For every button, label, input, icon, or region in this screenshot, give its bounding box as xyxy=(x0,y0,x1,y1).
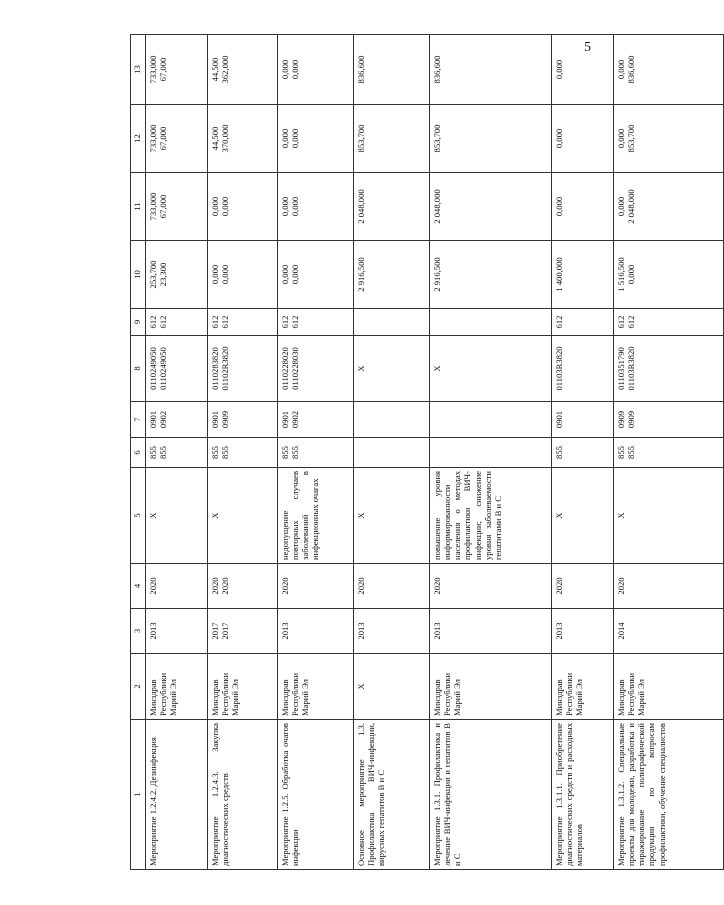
end-year xyxy=(208,564,278,609)
end-year-text: 2020 xyxy=(554,577,564,595)
start-year-text: 2013 xyxy=(554,622,564,640)
grbs-code-line: 855 xyxy=(554,446,564,459)
amount-col-13 xyxy=(354,35,430,105)
grbs-code-line: 855 xyxy=(290,446,301,459)
amount-col-10 xyxy=(614,241,724,309)
executor xyxy=(430,654,552,720)
expected-result xyxy=(208,468,278,564)
amount-col-11-line: 2 048,000 xyxy=(626,189,637,224)
start-year xyxy=(552,609,614,654)
grbs-code xyxy=(208,438,278,468)
csr-code-line: 0110249050 xyxy=(148,347,158,390)
amount-col-13 xyxy=(146,35,208,105)
activity-name-text: Мероприятие 1.3.1.2. Специальные проекты для молодежи, разработка и тиражирование полиграфической продукции по вопросам профилактики, обучение специалистов xyxy=(616,723,667,866)
amount-col-12-line: 0,000 xyxy=(280,128,290,149)
amount-col-13-line: 836,600 xyxy=(626,55,637,84)
amount-col-11-line: 0,000 xyxy=(290,196,301,217)
grbs-code xyxy=(430,438,552,468)
start-year xyxy=(430,609,552,654)
expected-result-text: Х xyxy=(148,512,158,519)
vr-code-line xyxy=(356,312,366,332)
amount-col-13 xyxy=(278,35,354,105)
activity-name xyxy=(552,720,614,870)
csr-code xyxy=(278,336,354,402)
column-header-11: 11 xyxy=(131,173,146,241)
amount-col-10-line: 0,000 xyxy=(626,264,637,285)
grbs-code-line: 855 xyxy=(158,446,169,459)
rzpr-code-line: 0901 xyxy=(554,410,564,429)
rzpr-code-line xyxy=(356,405,366,434)
start-year-text: 2013 xyxy=(432,622,442,640)
amount-col-10 xyxy=(430,241,552,309)
amount-col-10-line: 0,000 xyxy=(210,264,220,285)
program-activities-table xyxy=(130,34,724,870)
executor-text: Минздрав Республики Марий Эл xyxy=(554,672,585,716)
vr-code xyxy=(614,309,724,336)
amount-col-10 xyxy=(208,241,278,309)
rzpr-code-line: 0901 xyxy=(210,410,220,429)
grbs-code-line: 855 xyxy=(210,446,220,459)
amount-col-12-line: 67,000 xyxy=(158,126,169,151)
amount-col-13-line: 0,000 xyxy=(616,59,626,80)
start-year xyxy=(354,609,430,654)
activity-name xyxy=(208,720,278,870)
column-header-2: 2 xyxy=(131,654,146,720)
csr-code-line: 01103R3820 xyxy=(626,346,637,391)
executor-text: Х xyxy=(356,683,366,690)
column-header-5: 5 xyxy=(131,468,146,564)
csr-code-line: 0110249050 xyxy=(158,347,169,390)
vr-code-line: 612 xyxy=(158,315,169,329)
amount-col-11-line: 2 048,000 xyxy=(356,189,366,224)
vr-code-line xyxy=(432,312,442,332)
expected-result-text: Х xyxy=(554,512,564,519)
csr-code xyxy=(208,336,278,402)
amount-col-13-line: 362,000 xyxy=(220,55,231,84)
csr-code-line: 01102R3820 xyxy=(220,346,231,391)
rotated-table-container xyxy=(130,35,667,870)
grbs-code-line: 855 xyxy=(220,446,231,459)
csr-code xyxy=(552,336,614,402)
start-year xyxy=(614,609,724,654)
csr-code-line: 0110351790 xyxy=(616,347,626,390)
rzpr-code-line: 0902 xyxy=(158,410,169,429)
table-row xyxy=(614,35,724,870)
vr-code-line: 612 xyxy=(626,315,637,329)
amount-col-10 xyxy=(552,241,614,309)
end-year-text: 2020 xyxy=(148,577,158,595)
table-row xyxy=(208,35,278,870)
rzpr-code-line: 0909 xyxy=(220,410,231,429)
amount-col-12-line: 44,500 xyxy=(210,126,220,151)
amount-col-12 xyxy=(354,105,430,173)
grbs-code xyxy=(614,438,724,468)
page-number: 5 xyxy=(584,40,591,55)
csr-code-line: Х xyxy=(432,365,442,372)
executor-text: Минздрав Республики Марий Эл xyxy=(432,672,463,716)
amount-col-11 xyxy=(354,173,430,241)
amount-col-11-line: 733,000 xyxy=(148,192,158,221)
column-header-8: 8 xyxy=(131,336,146,402)
rzpr-code-line: 0909 xyxy=(626,410,637,429)
amount-col-13-line: 836,600 xyxy=(432,55,442,84)
executor xyxy=(552,654,614,720)
vr-code-line: 612 xyxy=(290,315,301,329)
amount-col-12-line: 370,000 xyxy=(220,124,231,153)
csr-code-line: 0110283820 xyxy=(210,347,220,390)
expected-result-text: Х xyxy=(356,512,366,519)
csr-code xyxy=(614,336,724,402)
amount-col-12-line: 0,000 xyxy=(554,128,564,149)
grbs-code-line: 855 xyxy=(616,446,626,459)
vr-code xyxy=(278,309,354,336)
grbs-code xyxy=(146,438,208,468)
vr-code xyxy=(552,309,614,336)
amount-col-13-line: 67,000 xyxy=(158,57,169,82)
rzpr-code-line: 0901 xyxy=(148,410,158,429)
csr-code xyxy=(354,336,430,402)
csr-code-line: 0110228020 xyxy=(280,347,290,390)
amount-col-10-line: 2 916,500 xyxy=(356,257,366,292)
amount-col-13-line: 0,000 xyxy=(554,59,564,80)
rzpr-code xyxy=(208,402,278,438)
amount-col-12-line: 853,700 xyxy=(626,124,637,153)
end-year-text: 2020 xyxy=(220,577,231,595)
rzpr-code-line: 0909 xyxy=(616,410,626,429)
end-year-text: 2020 xyxy=(616,577,626,595)
vr-code xyxy=(430,309,552,336)
grbs-code xyxy=(278,438,354,468)
amount-col-11 xyxy=(146,173,208,241)
executor xyxy=(354,654,430,720)
amount-col-11-line: 2 048,000 xyxy=(432,189,442,224)
expected-result-text: повышение уровня информированности населения о методах профилактики ВИЧ-инфекции; снижение уровня заболеваемости гепатитами В и С xyxy=(432,471,503,560)
amount-col-11 xyxy=(208,173,278,241)
csr-code xyxy=(430,336,552,402)
rzpr-code xyxy=(146,402,208,438)
table-row xyxy=(146,35,208,870)
column-header-4: 4 xyxy=(131,564,146,609)
end-year-text: 2020 xyxy=(210,577,220,595)
expected-result xyxy=(278,468,354,564)
amount-col-10-line: 253,700 xyxy=(148,260,158,289)
amount-col-12 xyxy=(278,105,354,173)
amount-col-12 xyxy=(430,105,552,173)
executor-text: Минздрав Республики Марий Эл xyxy=(616,672,647,716)
expected-result-text: недопущение повторных случаев заболеваний в инфекционных очагах xyxy=(280,471,321,560)
end-year-text: 2020 xyxy=(432,577,442,595)
grbs-code xyxy=(552,438,614,468)
vr-code-line: 612 xyxy=(210,315,220,329)
csr-code xyxy=(146,336,208,402)
amount-col-11-line: 0,000 xyxy=(616,196,626,217)
activity-name-text: Основное мероприятие 1.3. Профилактика ВИЧ-инфекции, вирусных гепатитов В и С xyxy=(356,723,387,866)
end-year xyxy=(278,564,354,609)
activity-name xyxy=(354,720,430,870)
column-header-7: 7 xyxy=(131,402,146,438)
amount-col-10 xyxy=(354,241,430,309)
amount-col-12-line: 853,700 xyxy=(432,124,442,153)
rzpr-code xyxy=(278,402,354,438)
amount-col-13 xyxy=(208,35,278,105)
header-row xyxy=(131,35,146,870)
start-year-text: 2013 xyxy=(280,622,290,640)
amount-col-13 xyxy=(552,35,614,105)
amount-col-11 xyxy=(614,173,724,241)
vr-code xyxy=(208,309,278,336)
amount-col-12-line: 733,000 xyxy=(148,124,158,153)
grbs-code xyxy=(354,438,430,468)
expected-result xyxy=(146,468,208,564)
grbs-code-line xyxy=(432,441,442,464)
column-header-12: 12 xyxy=(131,105,146,173)
executor-text: Минздрав Республики Марий Эл xyxy=(210,672,241,716)
amount-col-11-line: 0,000 xyxy=(554,196,564,217)
end-year xyxy=(552,564,614,609)
column-header-13: 13 xyxy=(131,35,146,105)
amount-col-10-line: 0,000 xyxy=(220,264,231,285)
grbs-code-line: 855 xyxy=(148,446,158,459)
grbs-code-line xyxy=(356,441,366,464)
amount-col-13-line: 44,500 xyxy=(210,57,220,82)
rzpr-code xyxy=(430,402,552,438)
vr-code-line: 612 xyxy=(280,315,290,329)
amount-col-10-line: 0,000 xyxy=(280,264,290,285)
column-header-10: 10 xyxy=(131,241,146,309)
rzpr-code xyxy=(354,402,430,438)
column-header-6: 6 xyxy=(131,438,146,468)
table-body xyxy=(146,35,724,870)
amount-col-10 xyxy=(278,241,354,309)
table-row xyxy=(354,35,430,870)
activity-name-text: Мероприятие 1.3.1.1. Приобретение диагностических средств и расходных материалов xyxy=(554,723,585,866)
rzpr-code-line: 0902 xyxy=(290,410,301,429)
amount-col-11 xyxy=(430,173,552,241)
table-row xyxy=(430,35,552,870)
amount-col-10-line: 0,000 xyxy=(290,264,301,285)
start-year-text: 2017 xyxy=(210,622,220,640)
amount-col-10 xyxy=(146,241,208,309)
end-year xyxy=(354,564,430,609)
executor-text: Минздрав Республики Марий Эл xyxy=(280,672,311,716)
start-year-text: 2014 xyxy=(616,622,626,640)
amount-col-10-line: 1 516,500 xyxy=(616,257,626,292)
amount-col-11-line: 0,000 xyxy=(280,196,290,217)
start-year xyxy=(208,609,278,654)
amount-col-11-line: 0,000 xyxy=(220,196,231,217)
amount-col-12 xyxy=(146,105,208,173)
executor-text: Минздрав Республики Марий Эл xyxy=(148,672,179,716)
grbs-code-line: 855 xyxy=(280,446,290,459)
executor xyxy=(614,654,724,720)
activity-name xyxy=(146,720,208,870)
amount-col-13-line: 0,000 xyxy=(290,59,301,80)
amount-col-12-line: 0,000 xyxy=(290,128,301,149)
vr-code-line: 612 xyxy=(616,315,626,329)
csr-code-line: 0110228030 xyxy=(290,347,301,390)
amount-col-13-line: 733,000 xyxy=(148,55,158,84)
amount-col-12-line: 853,700 xyxy=(356,124,366,153)
start-year-text: 2017 xyxy=(220,622,231,640)
amount-col-13 xyxy=(614,35,724,105)
end-year xyxy=(614,564,724,609)
amount-col-11 xyxy=(278,173,354,241)
end-year xyxy=(430,564,552,609)
expected-result-text: Х xyxy=(210,512,220,519)
vr-code-line: 612 xyxy=(148,315,158,329)
rzpr-code-line xyxy=(432,405,442,434)
start-year xyxy=(146,609,208,654)
expected-result-text: Х xyxy=(616,512,626,519)
start-year-text: 2013 xyxy=(356,622,366,640)
rzpr-code-line: 0901 xyxy=(280,410,290,429)
csr-code-line: 01103R3820 xyxy=(554,346,564,391)
start-year xyxy=(278,609,354,654)
amount-col-13-line: 836,600 xyxy=(356,55,366,84)
vr-code xyxy=(146,309,208,336)
amount-col-12 xyxy=(208,105,278,173)
amount-col-11-line: 67,000 xyxy=(158,194,169,219)
vr-code xyxy=(354,309,430,336)
activity-name xyxy=(430,720,552,870)
amount-col-11 xyxy=(552,173,614,241)
amount-col-12 xyxy=(614,105,724,173)
activity-name xyxy=(614,720,724,870)
grbs-code-line: 855 xyxy=(626,446,637,459)
rzpr-code xyxy=(614,402,724,438)
column-header-3: 3 xyxy=(131,609,146,654)
executor xyxy=(278,654,354,720)
column-header-9: 9 xyxy=(131,309,146,336)
vr-code-line: 612 xyxy=(554,315,564,329)
start-year-text: 2013 xyxy=(148,622,158,640)
vr-code-line: 612 xyxy=(220,315,231,329)
activity-name-text: Мероприятие 1.2.4.2. Дезинфекция xyxy=(148,737,158,866)
amount-col-10-line: 23,300 xyxy=(158,262,169,287)
amount-col-12-line: 0,000 xyxy=(616,128,626,149)
table-row xyxy=(278,35,354,870)
activity-name-text: Мероприятие 1.2.5. Обработка очагов инфекции xyxy=(280,723,301,866)
expected-result xyxy=(430,468,552,564)
expected-result xyxy=(354,468,430,564)
activity-name xyxy=(278,720,354,870)
executor xyxy=(146,654,208,720)
amount-col-11-line: 0,000 xyxy=(210,196,220,217)
end-year-text: 2020 xyxy=(280,577,290,595)
amount-col-10-line: 1 400,000 xyxy=(554,257,564,292)
amount-col-10-line: 2 916,500 xyxy=(432,257,442,292)
expected-result xyxy=(552,468,614,564)
csr-code-line: Х xyxy=(356,365,366,372)
activity-name-text: Мероприятие 1.2.4.3. Закупка диагностических средств xyxy=(210,723,231,866)
expected-result xyxy=(614,468,724,564)
end-year xyxy=(146,564,208,609)
activity-name-text: Мероприятие 1.3.1. Профилактика и лечение ВИЧ-инфекции и гепатитов В и С xyxy=(432,723,463,866)
executor xyxy=(208,654,278,720)
amount-col-13-line: 0,000 xyxy=(280,59,290,80)
table-row xyxy=(552,35,614,870)
end-year-text: 2020 xyxy=(356,577,366,595)
rzpr-code xyxy=(552,402,614,438)
amount-col-12 xyxy=(552,105,614,173)
amount-col-13 xyxy=(430,35,552,105)
column-header-1: 1 xyxy=(131,720,146,870)
